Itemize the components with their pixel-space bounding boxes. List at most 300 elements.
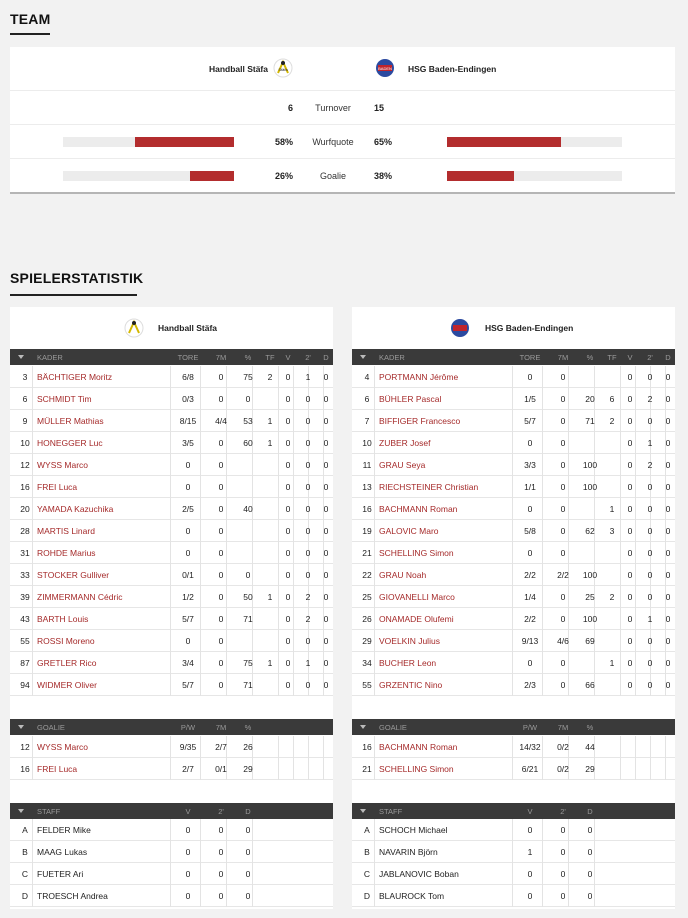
cell-divider — [512, 564, 513, 586]
kader-player-name[interactable]: SCHMIDT Tim — [37, 394, 92, 404]
staff-player-name: MAAG Lukas — [37, 847, 88, 857]
kader-cell: 0 — [245, 570, 251, 580]
kader-header-4: TF — [607, 353, 617, 362]
goalie-home-bar-fill — [190, 171, 234, 181]
kader-row — [10, 520, 333, 542]
kader-cell: 25 — [585, 592, 595, 602]
kader-row — [352, 476, 675, 498]
cell-divider — [323, 736, 324, 758]
staff-player-name: NAVARIN Björn — [379, 847, 438, 857]
cell-divider — [374, 608, 375, 630]
goalies-cell: 2/7 — [182, 764, 194, 774]
cell-divider — [293, 476, 294, 498]
cell-divider — [635, 432, 636, 454]
kader-cell: 4/4 — [215, 416, 227, 426]
kader-cell: 16 — [20, 482, 30, 492]
cell-divider — [278, 542, 279, 564]
staff-player-name: SCHOCH Michael — [379, 825, 448, 835]
kader-cell: 0 — [560, 482, 566, 492]
kader-cell: 2 — [609, 416, 615, 426]
goalie-header-2: 7M — [215, 723, 227, 732]
goalie-header-1: P/W — [180, 723, 196, 732]
kader-cell: 5/7 — [182, 680, 194, 690]
cell-divider — [278, 758, 279, 780]
kader-cell: 0 — [245, 394, 251, 404]
kader-player-name[interactable]: BARTH Louis — [37, 614, 89, 624]
cell-divider — [512, 542, 513, 564]
staff-row — [352, 863, 675, 885]
goalie-header-1: P/W — [522, 723, 538, 732]
kader-cell: 0 — [665, 438, 671, 448]
kader-cell: 0 — [560, 438, 566, 448]
staff-row — [352, 819, 675, 841]
kader-cell: 0 — [185, 482, 191, 492]
cell-divider — [635, 758, 636, 780]
kader-cell: 50 — [243, 592, 253, 602]
cell-divider — [170, 885, 171, 907]
kader-player-name[interactable]: MÜLLER Mathias — [37, 416, 104, 426]
cell-divider — [170, 388, 171, 410]
staff-table-header — [10, 803, 333, 819]
staff-cell: 0 — [185, 869, 191, 879]
kader-row — [10, 476, 333, 498]
kader-cell: 0 — [647, 570, 653, 580]
cell-divider — [512, 454, 513, 476]
goalies-player-name[interactable]: SCHELLING Simon — [379, 764, 454, 774]
cell-divider — [323, 758, 324, 780]
goalies-cell: 26 — [243, 742, 253, 752]
kader-player-name[interactable]: GRZENTIC Nino — [379, 680, 443, 690]
staff-header-3: D — [245, 807, 251, 816]
cell-divider — [170, 652, 171, 674]
kader-cell: 0 — [627, 372, 633, 382]
cell-divider — [293, 652, 294, 674]
kader-cell: 0 — [285, 504, 291, 514]
cell-divider — [374, 674, 375, 696]
kader-player-name[interactable]: SCHELLING Simon — [379, 548, 454, 558]
cell-divider — [170, 608, 171, 630]
kader-cell: 55 — [362, 680, 372, 690]
team-section-title: TEAM — [10, 11, 51, 27]
team-stats-card — [10, 47, 675, 194]
staff-cell: 0 — [560, 891, 566, 901]
cell-divider — [32, 520, 33, 542]
kader-cell: 0 — [285, 460, 291, 470]
kader-cell: 0 — [323, 416, 329, 426]
cell-divider — [32, 476, 33, 498]
kader-cell: 0 — [665, 680, 671, 690]
kader-row — [10, 432, 333, 454]
kader-player-name[interactable]: MARTIS Linard — [37, 526, 95, 536]
kader-cell: 0 — [323, 482, 329, 492]
kader-player-name[interactable]: FREI Luca — [37, 482, 78, 492]
kader-cell: 2 — [647, 460, 653, 470]
sort-caret-icon[interactable] — [360, 355, 366, 359]
kader-cell: 5/7 — [524, 416, 536, 426]
kader-player-name[interactable]: ROSSI Moreno — [37, 636, 95, 646]
kader-cell: 1/4 — [524, 592, 536, 602]
kader-cell: 75 — [243, 372, 253, 382]
kader-cell: 0 — [285, 636, 291, 646]
kader-row — [352, 410, 675, 432]
kader-cell: 0 — [647, 658, 653, 668]
kader-cell: 6/8 — [182, 372, 194, 382]
kader-cell: 0 — [665, 372, 671, 382]
kader-cell: 1/5 — [524, 394, 536, 404]
kader-cell: 0 — [218, 548, 224, 558]
svg-text:BADEN: BADEN — [378, 66, 392, 71]
cell-divider — [32, 863, 33, 885]
kader-player-name[interactable]: GRAU Noah — [379, 570, 427, 580]
goalies-player-name[interactable]: FREI Luca — [37, 764, 78, 774]
cell-divider — [665, 758, 666, 780]
kader-cell: 7 — [364, 416, 370, 426]
goalie-home-value: 26% — [274, 171, 293, 181]
cell-divider — [650, 736, 651, 758]
away-team-name: HSG Baden-Endingen — [408, 64, 497, 74]
goalies-cell: 16 — [362, 742, 372, 752]
kader-cell: 19 — [362, 526, 372, 536]
staff-cell: 0 — [587, 847, 593, 857]
kader-cell: 0 — [185, 636, 191, 646]
kader-header-7: D — [665, 353, 671, 362]
goalie-header-3: % — [244, 723, 252, 732]
kader-header-6: 2' — [647, 353, 653, 362]
kader-cell: 0 — [627, 394, 633, 404]
kader-row — [352, 520, 675, 542]
kader-player-name[interactable]: BÄCHTIGER Moritz — [37, 372, 113, 382]
cell-divider — [32, 885, 33, 907]
kader-cell: 0 — [285, 592, 291, 602]
cell-divider — [278, 410, 279, 432]
kader-cell: 62 — [585, 526, 595, 536]
kader-cell: 0 — [560, 614, 566, 624]
kader-cell: 0 — [560, 526, 566, 536]
kader-header-2: 7M — [557, 353, 569, 362]
cell-divider — [293, 608, 294, 630]
kader-cell: 0 — [647, 372, 653, 382]
cell-divider — [374, 630, 375, 652]
kader-cell: 0 — [560, 394, 566, 404]
kader-row — [352, 586, 675, 608]
kader-header-3: % — [244, 353, 252, 362]
cell-divider — [620, 410, 621, 432]
staff-cell: 0 — [245, 825, 251, 835]
kader-cell: 2 — [647, 394, 653, 404]
goalie-label: Goalie — [319, 171, 346, 181]
cell-divider — [512, 476, 513, 498]
cell-divider — [293, 758, 294, 780]
sort-caret-icon[interactable] — [18, 725, 24, 729]
cell-divider — [32, 432, 33, 454]
kader-cell: 1 — [267, 438, 273, 448]
kader-cell: 3 — [609, 526, 615, 536]
kader-cell: 0 — [285, 416, 291, 426]
kader-cell: 0 — [323, 658, 329, 668]
kader-player-name[interactable]: GRAU Seya — [379, 460, 426, 470]
team-title-underline — [10, 33, 50, 35]
cell-divider — [170, 586, 171, 608]
kader-cell: 29 — [362, 636, 372, 646]
kader-player-name[interactable]: YAMADA Kazuchika — [37, 504, 114, 514]
cell-divider — [252, 520, 253, 542]
kader-row — [352, 608, 675, 630]
cell-divider — [374, 885, 375, 907]
staff-cell: 0 — [560, 825, 566, 835]
kader-cell: 2/2 — [524, 570, 536, 580]
cell-divider — [278, 586, 279, 608]
kader-cell: 69 — [585, 636, 595, 646]
cell-divider — [293, 498, 294, 520]
kader-cell: 0 — [218, 636, 224, 646]
kader-cell: 0 — [665, 614, 671, 624]
cell-divider — [374, 652, 375, 674]
cell-divider — [594, 652, 595, 674]
staff-player-name: JABLANOVIC Boban — [379, 869, 459, 879]
cell-divider — [620, 476, 621, 498]
kader-cell: 10 — [20, 438, 30, 448]
kader-cell: 3/4 — [182, 658, 194, 668]
kader-cell: 5/7 — [182, 614, 194, 624]
kader-cell: 0 — [647, 636, 653, 646]
cell-divider — [374, 586, 375, 608]
kader-cell: 0 — [218, 592, 224, 602]
staff-header-1: V — [185, 807, 191, 816]
cell-divider — [374, 564, 375, 586]
staff-header-1: V — [527, 807, 533, 816]
kader-player-name[interactable]: ZUBER Josef — [379, 438, 431, 448]
goalie-table-header — [10, 719, 333, 735]
kader-player-name[interactable]: BUCHER Leon — [379, 658, 437, 668]
kader-player-name[interactable]: STOCKER Gulliver — [37, 570, 110, 580]
kader-cell: 0 — [185, 548, 191, 558]
kader-cell: 0 — [305, 482, 311, 492]
kader-cell: 2 — [267, 372, 273, 382]
sort-caret-icon[interactable] — [18, 355, 24, 359]
kader-cell: 2/2 — [524, 614, 536, 624]
kader-player-name[interactable]: ROHDE Marius — [37, 548, 96, 558]
cell-divider — [293, 388, 294, 410]
kader-cell: 100 — [582, 614, 598, 624]
kader-cell: 26 — [362, 614, 372, 624]
cell-divider — [32, 652, 33, 674]
turnover-away-value: 15 — [374, 103, 385, 113]
cell-divider — [635, 454, 636, 476]
cell-divider — [620, 736, 621, 758]
kader-cell: 20 — [585, 394, 595, 404]
kader-cell: 0 — [560, 460, 566, 470]
cell-divider — [512, 498, 513, 520]
cell-divider — [278, 630, 279, 652]
cell-divider — [512, 410, 513, 432]
kader-cell: 0 — [285, 482, 291, 492]
cell-divider — [374, 454, 375, 476]
kader-cell: 31 — [20, 548, 30, 558]
cell-divider — [512, 736, 513, 758]
kader-header-7: D — [323, 353, 329, 362]
kader-cell: 0 — [218, 658, 224, 668]
kader-cell: 0 — [323, 548, 329, 558]
cell-divider — [512, 388, 513, 410]
staff-cell: A — [22, 825, 28, 835]
kader-cell: 0 — [560, 658, 566, 668]
wurfquote-label: Wurfquote — [312, 137, 354, 147]
cell-divider — [635, 736, 636, 758]
kader-row — [10, 388, 333, 410]
goalies-player-name[interactable]: BACHMANN Roman — [379, 742, 458, 752]
kader-cell: 1/1 — [524, 482, 536, 492]
cell-divider — [32, 674, 33, 696]
kader-player-name[interactable]: GALOVIC Maro — [379, 526, 439, 536]
kader-player-name[interactable]: BIFFIGER Francesco — [379, 416, 461, 426]
goalie-header-0: GOALIE — [379, 723, 407, 732]
kader-cell: 0/1 — [182, 570, 194, 580]
staefa-logo-icon — [123, 317, 145, 339]
cell-divider — [170, 736, 171, 758]
cell-divider — [374, 520, 375, 542]
kader-player-name[interactable]: RIECHSTEINER Christian — [379, 482, 479, 492]
cell-divider — [170, 841, 171, 863]
kader-row — [352, 366, 675, 388]
staff-table-header — [352, 803, 675, 819]
kader-row — [10, 630, 333, 652]
kader-cell: 0/3 — [182, 394, 194, 404]
kader-cell: 0 — [305, 438, 311, 448]
kader-cell: 0 — [305, 526, 311, 536]
kader-cell: 100 — [582, 460, 598, 470]
cell-divider — [293, 630, 294, 652]
cell-divider — [170, 863, 171, 885]
staff-header-2: 2' — [560, 807, 566, 816]
kader-cell: 53 — [243, 416, 253, 426]
kader-cell: 71 — [243, 680, 253, 690]
goalie-away-bar — [447, 171, 622, 181]
kader-cell: 0 — [218, 460, 224, 470]
kader-row — [10, 542, 333, 564]
staff-header-3: D — [587, 807, 593, 816]
sort-caret-icon[interactable] — [360, 809, 366, 813]
kader-player-name[interactable]: PORTMANN Jérôme — [379, 372, 459, 382]
kader-player-name[interactable]: GRETLER Rico — [37, 658, 97, 668]
kader-cell: 0 — [665, 636, 671, 646]
kader-cell: 0 — [323, 504, 329, 514]
kader-cell: 0 — [323, 614, 329, 624]
kader-cell: 8/15 — [179, 416, 197, 426]
kader-cell: 0 — [665, 658, 671, 668]
kader-cell: 0 — [627, 416, 633, 426]
kader-cell: 75 — [243, 658, 253, 668]
staff-cell: 0 — [527, 869, 533, 879]
cell-divider — [293, 674, 294, 696]
staff-cell: B — [22, 847, 28, 857]
kader-cell: 0 — [285, 614, 291, 624]
kader-cell: 0 — [627, 658, 633, 668]
turnover-label: Turnover — [315, 103, 351, 113]
sort-caret-icon[interactable] — [18, 809, 24, 813]
kader-cell: 1 — [647, 614, 653, 624]
kader-cell: 0 — [285, 570, 291, 580]
kader-cell: 1 — [305, 658, 311, 668]
cell-divider — [170, 758, 171, 780]
kader-player-name[interactable]: GIOVANELLI Marco — [379, 592, 455, 602]
kader-cell: 40 — [243, 504, 253, 514]
kader-cell: 2 — [305, 614, 311, 624]
kader-cell: 0 — [218, 438, 224, 448]
cell-divider — [170, 520, 171, 542]
cell-divider — [278, 736, 279, 758]
kader-cell: 0 — [627, 548, 633, 558]
goalie-header-0: GOALIE — [37, 723, 65, 732]
kader-cell: 1 — [305, 372, 311, 382]
kader-cell: 0 — [285, 438, 291, 448]
kader-cell: 0 — [218, 504, 224, 514]
kader-cell: 0 — [665, 592, 671, 602]
kader-player-name[interactable]: WIDMER Oliver — [37, 680, 97, 690]
cell-divider — [620, 542, 621, 564]
staff-player-name: FELDER Mike — [37, 825, 91, 835]
cell-divider — [278, 674, 279, 696]
kader-cell: 28 — [20, 526, 30, 536]
cell-divider — [32, 736, 33, 758]
staff-cell: 0 — [560, 869, 566, 879]
cell-divider — [620, 454, 621, 476]
goalies-player-name[interactable]: WYSS Marco — [37, 742, 89, 752]
kader-player-name[interactable]: WYSS Marco — [37, 460, 89, 470]
team-header-row — [10, 47, 675, 91]
kader-cell: 100 — [582, 570, 598, 580]
turnover-home-value: 6 — [287, 103, 293, 113]
kader-player-name[interactable]: ONAMADE Olufemi — [379, 614, 454, 624]
cell-divider — [32, 586, 33, 608]
kader-cell: 0 — [218, 372, 224, 382]
cell-divider — [374, 410, 375, 432]
kader-player-name[interactable]: HONEGGER Luc — [37, 438, 103, 448]
kader-player-name[interactable]: VOELKIN Julius — [379, 636, 440, 646]
staff-cell: 0 — [587, 869, 593, 879]
kader-cell: 1 — [609, 504, 615, 514]
cell-divider — [512, 630, 513, 652]
cell-divider — [32, 841, 33, 863]
kader-player-name[interactable]: ZIMMERMANN Cédric — [37, 592, 123, 602]
staff-cell: 0 — [587, 891, 593, 901]
kader-cell: 13 — [362, 482, 372, 492]
kader-row — [352, 674, 675, 696]
staff-cell: 0 — [218, 825, 224, 835]
cell-divider — [170, 476, 171, 498]
goalies-cell: 29 — [585, 764, 595, 774]
kader-header-5: V — [627, 353, 633, 362]
sort-caret-icon[interactable] — [360, 725, 366, 729]
kader-cell: 0 — [665, 394, 671, 404]
goalies-cell: 2/7 — [215, 742, 227, 752]
kader-cell: 0 — [627, 504, 633, 514]
cell-divider — [635, 410, 636, 432]
kader-player-name[interactable]: BÜHLER Pascal — [379, 394, 442, 404]
kader-player-name[interactable]: BACHMANN Roman — [379, 504, 458, 514]
goalie-header-3: % — [586, 723, 594, 732]
cell-divider — [635, 542, 636, 564]
kader-cell: 0 — [305, 636, 311, 646]
staff-cell: 0 — [245, 869, 251, 879]
goalie-away-bar-fill — [447, 171, 514, 181]
home-player-panel — [10, 307, 333, 909]
cell-divider — [594, 498, 595, 520]
kader-cell: 0 — [305, 394, 311, 404]
staff-cell: 0 — [527, 825, 533, 835]
kader-row — [10, 586, 333, 608]
kader-cell: 0 — [285, 526, 291, 536]
kader-cell: 0 — [527, 438, 533, 448]
